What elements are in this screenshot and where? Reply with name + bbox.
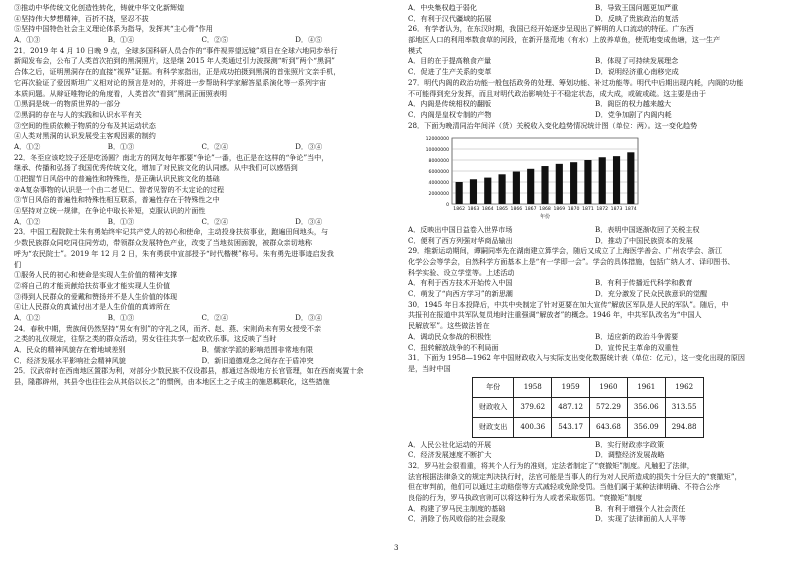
q32-option-c: C．消除了伤风败俗的社会现象: [408, 514, 506, 524]
q28-chart-container: [408, 132, 782, 224]
q21-option-d: D．③④: [295, 141, 323, 151]
chart-bar: [470, 180, 477, 205]
q30-options-row1: [408, 332, 782, 343]
q26-options-row1: [408, 56, 782, 67]
q21-item: ③空间的性质依赖于物质的分布及其运动状态: [14, 120, 156, 130]
table-cell: 财政收入: [473, 397, 514, 417]
q22-item: ③节日风俗的普遍性和特殊性相互联系，普遍性存在于特殊性之中: [14, 195, 220, 205]
finance-table: [472, 377, 704, 438]
q21-options: [14, 142, 389, 153]
q31-options-row2: [408, 450, 782, 461]
q24-option-a: A．民众的精神风貌存在着地域差别: [14, 345, 126, 354]
q32-options-row2: [408, 514, 782, 525]
chart-x-tick-label: 1867: [524, 207, 537, 213]
q22-line: 继承、传播和弘扬了我国优秀传统文化，增加了对民族文化的认同感。从中我们可以感悟到: [14, 163, 298, 173]
chart-y-tick-label: 2000000: [428, 192, 449, 198]
chart-y-tick-label: 6000000: [428, 170, 449, 176]
q23-line: 23．中国工程院院士朱有勇始终牢记共产党人的初心和使命，主动投身扶贫事业，跑遍田间地头，与: [14, 227, 329, 237]
q22-option-d: D．③④: [295, 216, 323, 226]
chart-x-tick-label: 1864: [481, 207, 494, 213]
q26-line: 26．有学者认为，在东汉时期，我国已经开始逐步呈现出了鲜明的人口流动的特征。广东西: [408, 24, 694, 34]
q26-option-a: A．目的在于提高粮食产量: [408, 56, 492, 66]
q21-item: ①黑洞是统一的物质世界的一部分: [14, 99, 121, 109]
q23-option-c: C．②④: [201, 312, 229, 322]
q30-line: 民解放军”。这些做法旨在: [408, 321, 490, 331]
q32-option-b: B．有利于增强个人社会责任: [595, 503, 686, 513]
q26-option-b: B．体现了可持续发展理念: [595, 56, 679, 66]
q26-option-c: C．促进了生产关系的变革: [408, 67, 492, 77]
q25-option-b: B．导致王国问题更加严重: [595, 3, 679, 12]
q29-option-d: D．充分激发了民众民族意识的觉醒: [595, 289, 708, 299]
q20-option-b: B．①④: [107, 35, 135, 45]
chart-y-tick-label: 10000000: [425, 148, 449, 154]
q23-line: 呼为“农民院士”。2019 年 12 月 2 日，朱有勇获中宣部授予“时代楷模”称号。朱有勇先进事迹启发我: [14, 248, 334, 258]
table-header-row: [473, 377, 704, 397]
q24-option-d: D．新旧道德观念之间存在于盾冲突: [201, 355, 314, 365]
table-row: [473, 417, 704, 437]
q25-line: 县，隆郡辟州，其县令也往往会从其俗以长之”的惯例，由本地区土之子成主的施恩羁联化，这些措施: [14, 377, 330, 387]
q32-option-d: D．实现了法律面前人人平等: [595, 514, 686, 524]
q29-line: 科学实验、设立学堂等。上述活动: [408, 267, 515, 277]
q21-line: 新闻发布会，公布了人类首次拍到的黑洞照片，这是继 2015 年人类通过引力波探测“听到”两个“黑洞”: [14, 56, 335, 66]
q25-line: 25．汉武帝时在西南地区置郡为利，对部分少数民族不仅设郡县，都通过各级地方长官管理，如在西南夷置十余: [14, 366, 364, 376]
table-cell: 294.88: [665, 417, 703, 437]
chart-x-tick-label: 1868: [539, 207, 551, 213]
q31-options-row1: [408, 440, 782, 451]
q22-item: ②A复杂事物的认识是一个由二者见仁、智者见智的不太定论的过程: [14, 184, 225, 194]
q29-line: 29．维新运动期间，谭嗣同率先在湖南建立算学会，随后又成立了上海医学善会、广州农学会、浙江: [408, 246, 723, 256]
q22-item: ④坚持对立统一规律，在争论中取长补短，克服认识的片面性: [14, 206, 206, 216]
q27-options-row1: [408, 99, 782, 110]
q24-option-c: C．经济发展水平影响社会精神风貌: [14, 355, 126, 365]
chart-y-tick-label: 12000000: [425, 137, 449, 143]
q20-item-3: ③推动中华传统文化创造性转化，铸就中华文化新辉煌: [14, 3, 185, 12]
q27-option-d: D．党争加剧了内阁内耗: [595, 109, 672, 119]
q29-options-row2: [408, 289, 782, 300]
table-cell: 313.55: [665, 397, 703, 417]
table-header-cell: 年份: [473, 377, 514, 397]
q23-item: ②将自己的才能贡献给扶贫事业才能实现人生价值: [14, 280, 171, 290]
q20-option-d: D．④⑤: [295, 35, 323, 45]
q32-line: 32．罗马社会很看重，将其个人行为的准则，定法者制定了“衰撤矩”制度。凡触犯了法律，: [408, 460, 694, 470]
q25-options-row1: [408, 3, 782, 14]
chart-x-tick-label: 1870: [567, 207, 580, 213]
customs-revenue-bar-chart: [408, 132, 708, 220]
chart-bar: [570, 162, 577, 204]
q21-item: ②黑洞的存在与人的实践和认识水平有关: [14, 109, 142, 119]
chart-bar: [513, 172, 520, 204]
table-row: [473, 397, 704, 417]
q22-option-b: B．①③: [107, 216, 135, 226]
q22-option-a: A．①②: [14, 216, 41, 226]
table-cell: 356.09: [627, 417, 665, 437]
q30-options-row2: [408, 343, 782, 354]
q25-option-d: D．反映了贵族政治的复活: [595, 13, 679, 23]
q21-line: 它再次验证了爱因斯坦广义相对论的预言是对的，并将进一步帮助科学家解答星系演化等一系列宇宙: [14, 77, 327, 87]
chart-y-tick-label: 4000000: [428, 181, 449, 187]
chart-bar: [556, 164, 563, 204]
q28-option-d: D．推动了中国民族资本的发展: [595, 235, 693, 245]
q28-options-row1: [408, 225, 782, 236]
chart-bar: [456, 182, 463, 204]
right-column: [408, 3, 782, 525]
q23-item: ①服务人民的初心和使命是实现人生价值的精神支撑: [14, 270, 178, 280]
q23-option-a: A．①②: [14, 312, 41, 322]
table-cell: 572.29: [590, 397, 628, 417]
q23-options: [14, 313, 389, 324]
table-cell: 356.06: [627, 397, 665, 417]
q23-item: ④让人民群众的真诚付出才是人生价值的真谛所在: [14, 302, 171, 312]
chart-x-tick-label: 1862: [453, 207, 466, 213]
q30-option-a: A．调动民众参战的积极性: [408, 331, 492, 341]
q20-item-4: ④坚持伟大梦想精神，百折不挠，坚忍不拔: [14, 13, 149, 23]
chart-bar: [613, 156, 620, 204]
q28-stem: 28．下面为晚清同治年间洋（货）关税收入变化趋势情况统计图（单位：两）。这一变化趋势: [408, 120, 698, 130]
chart-x-tick-label: 1866: [510, 207, 523, 213]
q30-line: 30．1945 年日本投降后，中共中央制定了针对更要在加大宣传“解放区军队是人民的军队”。随后，中: [408, 299, 729, 309]
q29-option-c: C．萌发了“向西方学习”的新思潮: [408, 289, 513, 299]
q22-line: 22．冬至应该吃饺子还是吃汤圆？南北方的网友每年都要“争论”一番，也正是在这样的“争论”当中，: [14, 152, 329, 162]
chart-bar: [627, 153, 634, 205]
q20-option-c: C．②⑤: [201, 35, 229, 45]
q21-option-b: B．①③: [107, 141, 135, 151]
q26-option-d: D．说明经济重心南移完成: [595, 67, 679, 77]
q25-option-a: A．中央集权趋于弱化: [408, 3, 477, 12]
q23-item: ③得到人民群众的爱戴和赞扬并不是人生价值的体现: [14, 291, 178, 301]
q23-line: 少数民族群众同吃同住同劳动，带领群众发展特色产业，改变了当地贫困面貌，被群众亲切地称: [14, 238, 312, 248]
q20-options: [14, 35, 389, 46]
table-header-cell: 1961: [627, 377, 665, 397]
table-header-cell: 1958: [514, 377, 552, 397]
q23-option-b: B．①③: [107, 312, 135, 322]
q28-option-b: B．表明中国逐渐收回了关税主权: [595, 224, 700, 234]
q30-option-d: D．宣传民主革命的双重性: [595, 342, 679, 352]
q28-option-c: C．便利了西方列强对华商品输出: [408, 235, 513, 245]
q20-item-5: ⑤坚持中国特色社会主义理论体系为指导，发挥其“主心骨”作用: [14, 24, 213, 34]
q26-options-row2: [408, 67, 782, 78]
chart-x-tick-label: 1865: [496, 207, 508, 213]
q27-option-c: C．内阁是皇权专制的产物: [408, 109, 492, 119]
q22-option-c: C．②④: [201, 216, 229, 226]
q31-option-a: A．人民公社化运动的开展: [408, 439, 492, 449]
table-cell: 400.36: [514, 417, 552, 437]
q24-option-b: B．儒家学派的影响范围非常地有限: [201, 345, 314, 354]
q31-line: 是，当时中国: [408, 363, 451, 373]
q21-option-a: A．①②: [14, 141, 41, 151]
q31-line: 31．下面为 1958—1962 年中国财政收入与实际支出变化数据统计表（单位：亿元），这一变化出现的原因: [408, 353, 745, 363]
q31-option-b: B．实行财政赤字政策: [595, 439, 665, 449]
chart-bar: [499, 175, 506, 205]
q23-line: 们: [14, 259, 22, 269]
q22-options: [14, 217, 389, 228]
q29-option-a: A．有利于西方技术开始传入中国: [408, 278, 513, 288]
chart-bar: [484, 178, 491, 204]
q32-line: 良俗的行为，罗马执政官则可以将这种行为人或者采取惩罚。“衰撤矩”制度: [408, 493, 643, 503]
q25-option-c: C．有利于汉代疆域的拓展: [408, 13, 492, 23]
chart-y-tick-label: 0: [446, 203, 449, 209]
chart-x-tick-label: 1873: [610, 207, 623, 213]
q32-line: 法官根据法律条文的规定判决执行时，法官可能是当事人的行为对人民所造成的损失十分巨大的“衰撤矩”，: [408, 471, 742, 481]
q20-option-a: A．①③: [14, 35, 41, 45]
page-number: 3: [394, 544, 399, 552]
q24-options-row2: [14, 356, 389, 367]
chart-bar: [527, 169, 534, 204]
q27-line: 27．明代内阁的政治功能一般包括政务的处理、筹划功能、补过功能等。明代中后期出现内耗，内阁的功能: [408, 77, 744, 87]
q21-item: ④人类对黑洞的认识发展受主客观因素的制约: [14, 131, 156, 141]
q30-option-b: B．适应新的政治斗争需要: [595, 331, 679, 341]
chart-x-tick-label: 1869: [553, 207, 566, 213]
q24-line: 之类的礼仪规定，往祭之类的群众活动，男女往往共享一起欢欣乐事。这反映了当时: [14, 334, 277, 344]
q32-line: 但在审判前，他们可以通过主动赔偿等方式减轻或免除受罚。当他们属于某种法律明确、不符合公序: [408, 482, 721, 492]
q30-line: 共报刊在报道中共军队复员地时注重强调“解放者”的概念。1946 年，中共军队改名为“中国人: [408, 310, 702, 320]
table-cell: 财政支出: [473, 417, 514, 437]
q27-option-a: A．内阁是传统相权的翻版: [408, 99, 492, 109]
q29-option-b: B．有利于传播近代科学和教育: [595, 278, 693, 288]
chart-x-tick-label: 1872: [596, 207, 609, 213]
q26-line: 部地区人口的利用率数食草的河段，在新开垦荒地（有水）上放养草鱼，使荒地变成鱼塘，这一生产: [408, 35, 721, 45]
q29-line: 化学公会等学会，自然科学方面基本上是“有一学即一会”。学会的具体措施，包括广纳人才、译印图书、: [408, 257, 735, 267]
q28-options-row2: [408, 236, 782, 247]
q21-line: 本质问题。从辩证唯物论的角度看，人类首次“看到”黑洞正面照表明: [14, 88, 227, 98]
left-column: [14, 3, 389, 388]
q21-option-c: C．②④: [201, 141, 229, 151]
q32-options-row1: [408, 504, 782, 515]
q27-option-b: B．阁臣的权力越来越大: [595, 99, 672, 109]
q21-line: 合体之后，证明黑洞存在的直接“视界”证据。有科学家指出，正是成功拍摄到黑洞的首张照片文亲手机，: [14, 67, 341, 77]
chart-bar: [599, 158, 606, 205]
table-cell: 487.12: [552, 397, 590, 417]
chart-bar: [584, 160, 591, 204]
table-header-cell: 1959: [552, 377, 590, 397]
q21-line: 21．2019 年 4 月 10 日晚 9 点，全球多国科研人员合作的“事件视界望远镜”项目在全球六地同步举行: [14, 45, 338, 55]
q30-option-c: C．扭转解放战争的不利局面: [408, 342, 499, 352]
chart-x-axis-label: 年份: [539, 214, 551, 221]
table-cell: 643.68: [590, 417, 628, 437]
q23-option-d: D．③④: [295, 312, 323, 322]
table-header-cell: 1960: [590, 377, 628, 397]
q29-options-row1: [408, 278, 782, 289]
q22-item: ①把握节日风俗中的普遍性和特殊性，是正确认识民族文化的基础: [14, 174, 220, 183]
chart-bar: [541, 166, 548, 204]
q25-options-row2: [408, 14, 782, 25]
table-header-cell: 1962: [665, 377, 703, 397]
table-cell: 379.62: [514, 397, 552, 417]
q27-options-row2: [408, 110, 782, 121]
chart-x-tick-label: 1871: [582, 207, 594, 213]
q28-option-a: A．反映出中国日益卷入世界市场: [408, 224, 513, 234]
q31-option-c: C．经济发展速度不断扩大: [408, 450, 492, 460]
q31-option-d: D．调整经济发展战略: [595, 450, 665, 460]
q26-line: 模式: [408, 45, 423, 55]
q32-option-a: A．构建了罗马民主制度的基础: [408, 503, 506, 513]
chart-x-tick-label: 1863: [467, 207, 480, 213]
chart-y-tick-label: 8000000: [428, 159, 449, 165]
chart-x-tick-label: 1874: [624, 207, 637, 213]
q24-line: 24．春秋中期，贵族间仍然坚持“男女有别”的守礼之风，而齐、赵、燕、宋则尚未有男女授受不亲: [14, 323, 322, 333]
table-cell: 543.17: [552, 417, 590, 437]
q24-options-row1: [14, 345, 389, 356]
q27-line: 不可能得到充分发挥，而且对明代政治影响处于不稳定状态，成大成，或破或疏。这主要是由于: [408, 88, 706, 98]
